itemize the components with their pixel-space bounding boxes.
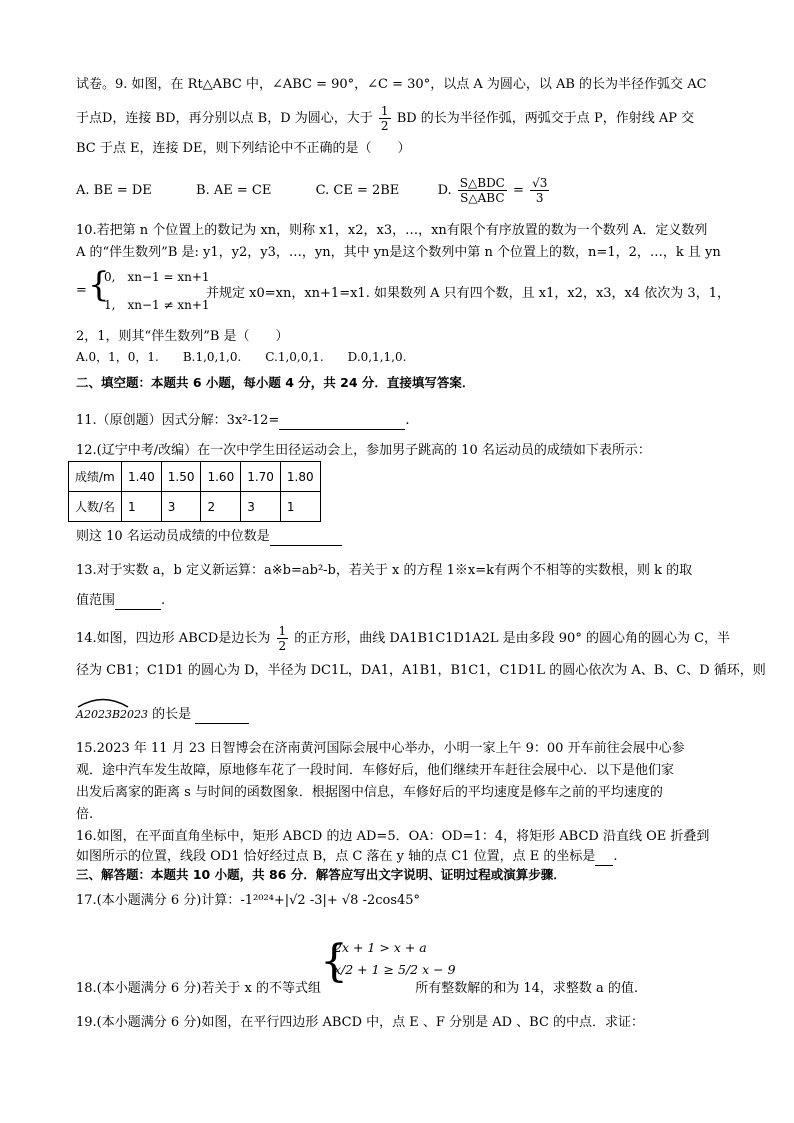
q10-case-2: 1, xn−1 ≠ xn+1 — [104, 298, 210, 312]
table-cell: 2 — [201, 492, 241, 522]
q15-line-3: 出发后离家的距离 s 与时间的函数图象．根据图中信息，车修好后的平均速度是修车之前的平均速度的 — [76, 785, 663, 800]
q18-inequality-2: x/2 + 1 ≥ 5/2 x − 9 — [334, 962, 456, 977]
period: . — [161, 593, 166, 608]
q12-after — [76, 528, 342, 546]
q18-inequality-1: 2x + 1 > x + a — [334, 940, 427, 955]
table-cell: 3 — [241, 492, 281, 522]
frac-denominator: S△ABC — [460, 191, 505, 205]
equals-sign: = — [513, 183, 524, 198]
table-row — [69, 492, 321, 522]
frac-numerator: 1 — [278, 624, 287, 638]
q19: 19.(本小题满分 6 分)如图，在平行四边形 ABCD 中，点 E 、F 分别是 AD 、BC 的中点．求证： — [76, 1015, 645, 1030]
q12-question: 则这 10 名运动员成绩的中位数是 — [76, 529, 270, 544]
q10-case-1: 0, xn−1 = xn+1 — [104, 270, 210, 284]
q11-answer-blank — [279, 415, 405, 430]
q15-line-2: 观．途中汽车发生故障，原地修车花了一段时间．车修好后，他们继续开车赶往会展中心．以下是他们家 — [76, 763, 675, 778]
q10-equals: = — [76, 283, 87, 298]
table-cell: 3 — [161, 492, 201, 522]
q9-root-ratio — [530, 176, 549, 205]
q15-line-1: 15.2023 年 11 月 23 日智博会在济南黄河国际会展中心举办，小明一家上午 9：00 开车前往会展中心参 — [76, 741, 685, 756]
q12-answer-blank — [270, 531, 342, 546]
left-brace-icon: { — [88, 265, 110, 305]
q10-options: A.0，1，0，1. B.1,0,1,0. C.1,0,0,1. D.0,1,1,0. — [76, 350, 407, 364]
q9-line-2b: BD 的长为半径作弧，两弧交于点 P，作射线 AP 交 — [396, 111, 695, 126]
table-cell: 1.70 — [241, 462, 281, 492]
q13-line-2 — [76, 592, 165, 610]
q9-options — [76, 176, 551, 205]
q16-line-2 — [76, 848, 618, 866]
table-cell: 1 — [280, 492, 320, 522]
q13-text: 值范围 — [76, 593, 116, 608]
q11 — [76, 412, 409, 430]
left-brace-icon: { — [320, 936, 348, 987]
q15-line-4: 倍. — [76, 807, 94, 822]
q9-line-2 — [76, 104, 694, 133]
q10-line-4: 2，1，则其“伴生数列”B 是（ ） — [76, 329, 289, 344]
q14-line-1a: 14.如图，四边形 ABCD是边长为 — [76, 631, 271, 646]
table-cell: 1.80 — [280, 462, 320, 492]
table-cell: 1.50 — [161, 462, 201, 492]
section-3-heading: 三、解答题：本题共 10 小题，共 86 分．解答应写出文字说明、证明过程或演算步骤． — [76, 867, 566, 882]
period: . — [405, 413, 410, 428]
q9-line-1: 试卷。9. 如图，在 Rt△ABC 中，∠ABC = 90°，∠C = 30°，以点 A 为圆心，以 AB 的长为半径作弧交 AC — [76, 77, 707, 92]
table-cell: 1 — [122, 492, 162, 522]
period: . — [613, 849, 618, 864]
q14-line-1b: 的正方形，曲线 DA1B1C1D1A2L 是由多段 90° 的圆心角的圆心为 C，半 — [294, 631, 731, 646]
frac-numerator: √3 — [532, 176, 548, 190]
frac-numerator: S△BDC — [459, 176, 505, 190]
table-row — [69, 462, 321, 492]
q18-line — [76, 980, 638, 998]
q9-option-d: D. — [437, 183, 452, 198]
table-cell: 1.40 — [122, 462, 162, 492]
q14-line-1 — [76, 624, 730, 653]
q11-text: 11.（原创题）因式分解：3x²-12= — [76, 413, 280, 428]
q14-arc-label: A2023B2023 — [76, 708, 149, 721]
q9-option-a: A. BE = DE — [76, 183, 152, 198]
q14-half-fraction — [277, 624, 289, 653]
q16-text: 如图所示的位置，线段 OD1 恰好经过点 B，点 C 落在 y 轴的点 C1 位置，点 E 的坐标是 — [76, 849, 596, 864]
q13-line-1: 13.对于实数 a，b 定义新运算：a※b=ab²-b，若关于 x 的方程 1※x=k有两个不相等的实数根，则 k 的取 — [76, 563, 693, 578]
q18-text: 18.(本小题满分 6 分)若关于 x 的不等式组 — [76, 981, 321, 996]
table-cell: 人数/名 — [69, 492, 122, 522]
frac-numerator: 1 — [380, 104, 389, 118]
q9-line-2a: 于点D，连接 BD，再分别以点 B，D 为圆心，大于 — [76, 111, 373, 126]
q14-answer-blank — [195, 709, 249, 724]
table-cell: 1.60 — [201, 462, 241, 492]
q14-line-2: 径为 CB1；C1D1 的圆心为 D，半径为 DC1L，DA1，A1B1，B1C1，C1D1L 的圆心依次为 A、B、C、D 循环，则 — [76, 663, 766, 678]
q12-text: 12.(辽宁中考/改编）在一次中学生田径运动会上，参加男子跳高的 10 名运动员的成绩如下表所示： — [76, 443, 651, 458]
section-2-heading: 二、填空题：本题共 6 小题，每小题 4 分，共 24 分．直接填写答案． — [76, 375, 475, 390]
q9-option-c: C. CE = 2BE — [315, 183, 400, 198]
q10-line-2: A 的“伴生数列”B 是: y1，y2，y3，…，yn，其中 yn是这个数列中第 n 个位置上的数，n=1，2，…，k 且 yn — [76, 245, 721, 260]
q9-half-fraction — [379, 104, 391, 133]
frac-denominator: 2 — [380, 119, 389, 133]
frac-denominator: 3 — [535, 191, 544, 205]
q14-line-3 — [76, 706, 249, 724]
q9-line-3: BC 于点 E，连接 DE，则下列结论中不正确的是（ ） — [76, 141, 411, 156]
q9-area-ratio — [458, 176, 507, 205]
q13-answer-blank — [115, 595, 161, 610]
q9-option-b: B. AE = CE — [196, 183, 272, 198]
q17: 17.(本小题满分 6 分)计算：-1²⁰²⁴+|√2 -3|+ √8 -2cos45° — [76, 893, 421, 908]
q16-answer-blank — [595, 851, 613, 866]
q16-line-1: 16.如图，在平面直角坐标中，矩形 ABCD 的边 AD=5．OA：OD=1：4，将矩形 ABCD 沿直线 OE 折叠到 — [76, 829, 710, 844]
q18-end: 所有整数解的和为 14，求整数 a 的值. — [415, 981, 639, 996]
q10-line-1: 10.若把第 n 个位置上的数记为 xn，则称 x1，x2，x3，…，xn有限个有序放置的数为一个数列 A．定义数列 — [76, 223, 708, 238]
frac-denominator: 2 — [278, 639, 287, 653]
q10-line-3: 并规定 x0=xn，xn+1=x1. 如果数列 A 只有四个数，且 x1，x2，x3，x4 依次为 3，1， — [206, 286, 730, 301]
score-table — [68, 461, 321, 522]
table-cell: 成绩/m — [69, 462, 122, 492]
q14-text: 的长是 — [152, 707, 192, 722]
